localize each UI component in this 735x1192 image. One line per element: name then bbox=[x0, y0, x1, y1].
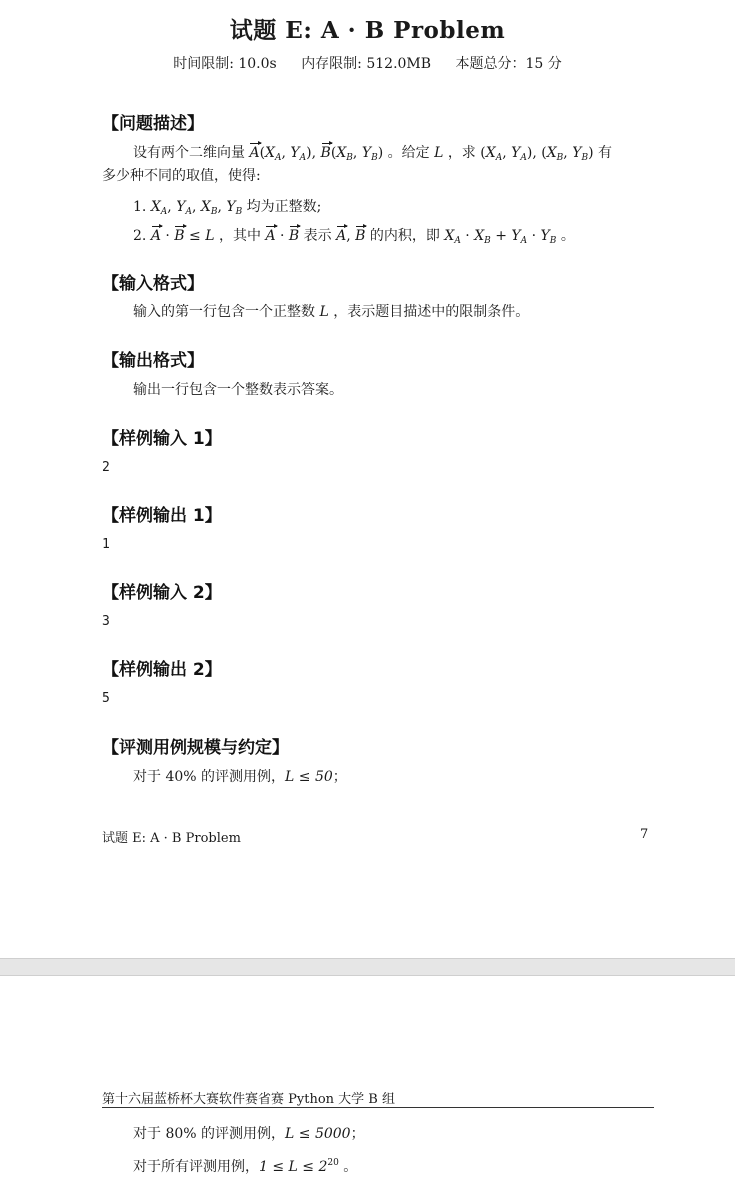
memory-limit: 内存限制: 512.0MB bbox=[301, 56, 432, 72]
problem-meta bbox=[0, 53, 735, 73]
sample-input-2-heading: 【样例输入 2】 bbox=[102, 583, 222, 603]
condition-2: 2. A · B ≤ L ，其中 A · B 表示 A, B 的内积，即 $X_A \cdot X_B + Y_A \cdot Y_B$ 。 bbox=[133, 228, 575, 246]
problem-title: 试题 E: A · B Problem bbox=[229, 17, 506, 44]
condition-1: 1. $X_A$, $Y_A$, $X_B$, $Y_B$ 均为正整数; bbox=[133, 199, 322, 217]
sample-output-1-heading: 【样例输出 1】 bbox=[102, 506, 222, 526]
sample-output-1: 1 bbox=[102, 537, 110, 552]
time-limit: 时间限制: 10.0s bbox=[173, 56, 277, 72]
description-heading: 【问题描述】 bbox=[102, 114, 204, 134]
page-footer-title: 试题 E: A · B Problem bbox=[102, 831, 241, 846]
description-line-2: 多少种不同的取值，使得: bbox=[102, 168, 261, 184]
page-number: 7 bbox=[640, 827, 649, 842]
output-format-text: 输出一行包含一个整数表示答案。 bbox=[133, 382, 343, 398]
page-separator bbox=[0, 958, 735, 976]
constraint-2: 对于 80% 的评测用例，L ≤ 5000； bbox=[133, 1126, 365, 1142]
sample-output-2-heading: 【样例输出 2】 bbox=[102, 660, 222, 680]
page-2 bbox=[0, 976, 735, 1192]
description-line-1: 设有两个二维向量 $A(X_A$, $Y_A$), $B(X_B$, $Y_B$) 。给定 L ，求 ($X_A$, $Y_A$), ($X_B$, $Y_B$) 有 bbox=[133, 145, 612, 163]
header-rule bbox=[102, 1107, 654, 1108]
total-score: 本题总分：15 分 bbox=[455, 56, 562, 72]
output-format-heading: 【输出格式】 bbox=[102, 351, 204, 371]
input-format-heading: 【输入格式】 bbox=[102, 274, 204, 294]
constraint-3: 对于所有评测用例，$1 \le L \le 2^{20}$ 。 bbox=[133, 1158, 358, 1175]
sample-input-2: 3 bbox=[102, 614, 110, 629]
sample-input-1: 2 bbox=[102, 460, 110, 475]
sample-output-2: 5 bbox=[102, 691, 110, 706]
sample-input-1-heading: 【样例输入 1】 bbox=[102, 429, 222, 449]
input-format-text: 输入的第一行包含一个正整数 L ，表示题目描述中的限制条件。 bbox=[133, 304, 530, 320]
page-header: 第十六届蓝桥杯大赛软件赛省赛 Python 大学 B 组 bbox=[102, 1092, 395, 1107]
constraint-1: 对于 40% 的评测用例，L ≤ 50； bbox=[133, 769, 347, 785]
constraints-heading: 【评测用例规模与约定】 bbox=[102, 738, 289, 758]
